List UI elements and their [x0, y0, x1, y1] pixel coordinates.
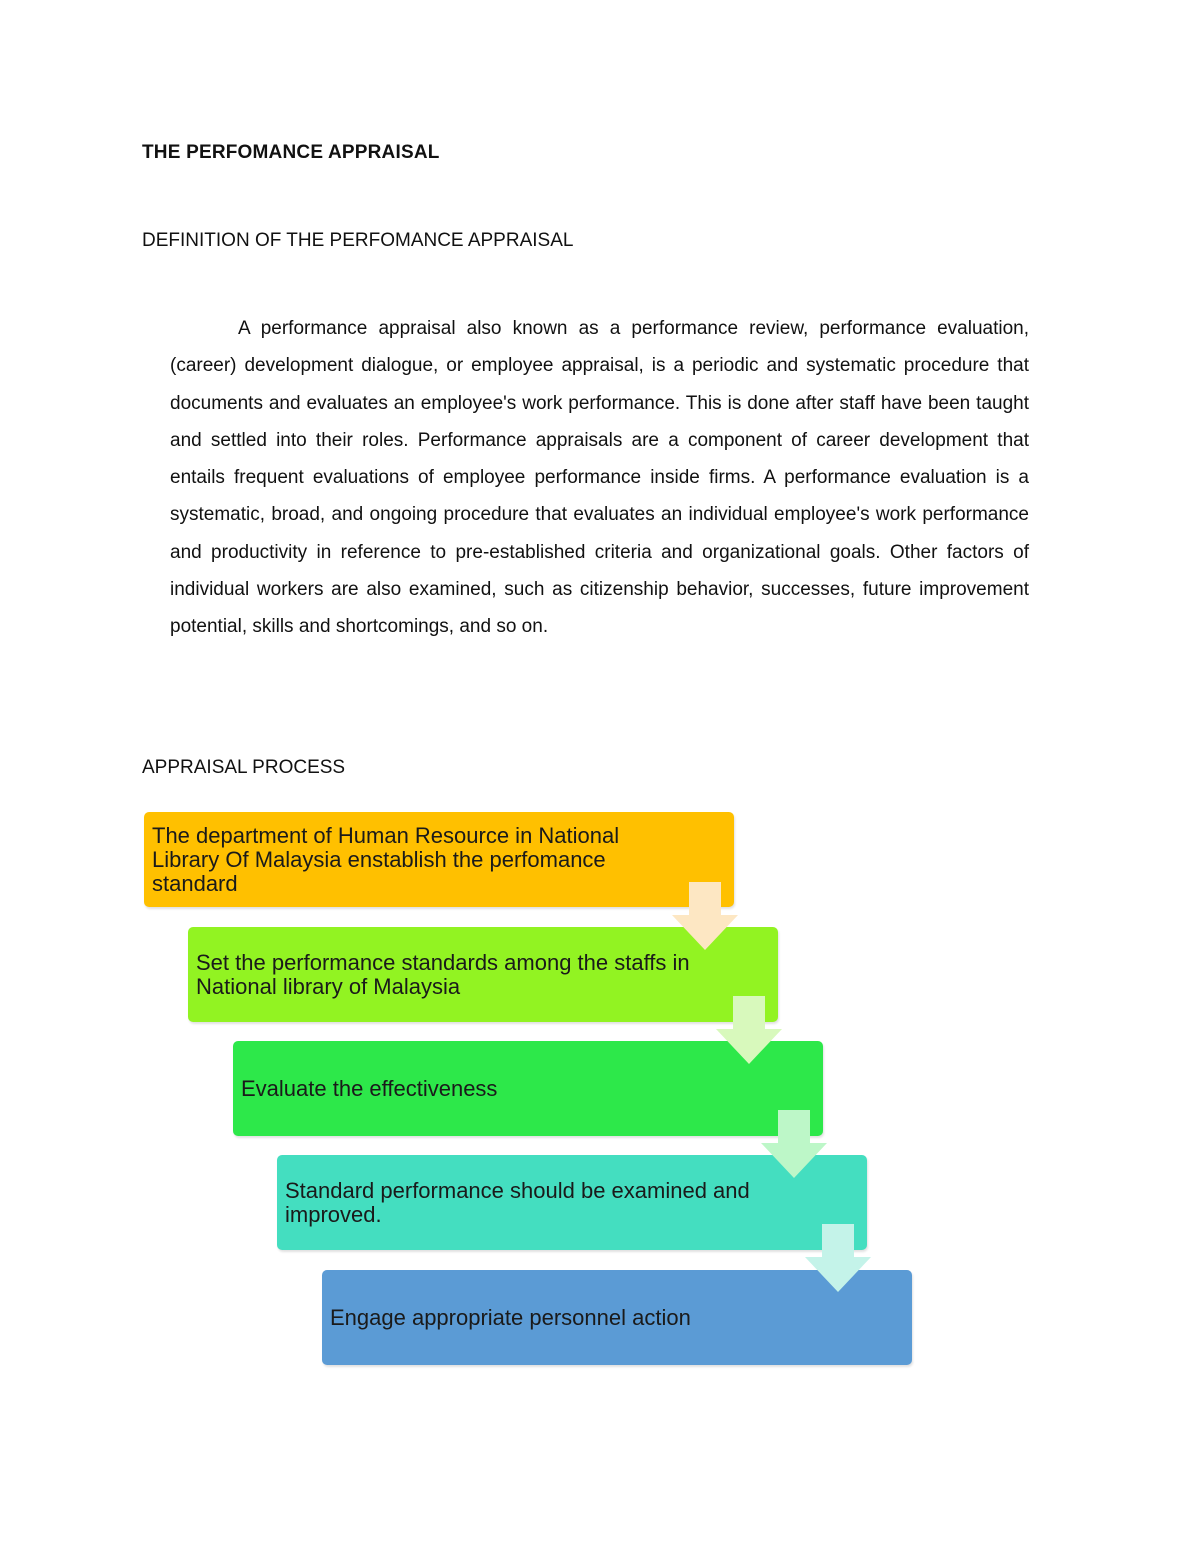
process-step-3-label: Evaluate the effectiveness: [241, 1075, 498, 1101]
definition-paragraph: A performance appraisal also known as a performance review, performance evaluation, (career) development dialogue, or employee appraisal, is a periodic and systematic procedure that documents and evaluates an employee's work performance. This is done after staff have been taught and settled into their roles. Performance appraisals are a component of career development that entails frequent evaluations of employee performance inside firms. A performance evaluation is a systematic, broad, and ongoing procedure that evaluates an individual employee's work performance and productivity in reference to pre-established criteria and organizational goals. Other factors of individual workers are also examined, such as citizenship behavior, successes, future improvement potential, skills and shortcomings, and so on.: [170, 318, 1029, 638]
down-arrow-icon: [670, 882, 740, 952]
process-step-3: [233, 1041, 823, 1136]
down-arrow-icon: [803, 1224, 873, 1294]
process-heading: APPRAISAL PROCESS: [142, 757, 346, 778]
process-step-1: [144, 812, 734, 907]
process-step-2-label: Set the performance standards among the staffs in National library of Malaysia: [196, 949, 690, 999]
process-step-4-label: Standard performance should be examined and improved.: [285, 1177, 750, 1227]
document-title: THE PERFOMANCE APPRAISAL: [142, 142, 440, 163]
process-step-2: [188, 927, 778, 1022]
process-step-4: [277, 1155, 867, 1250]
process-step-5-label: Engage appropriate personnel action: [330, 1304, 691, 1330]
down-arrow-icon: [714, 996, 784, 1066]
definition-heading: DEFINITION OF THE PERFOMANCE APPRAISAL: [142, 230, 574, 251]
process-step-1-label: The department of Human Resource in National Library Of Malaysia enstablish the perfomance standard: [152, 822, 620, 896]
process-step-5: [322, 1270, 912, 1365]
down-arrow-icon: [759, 1110, 829, 1180]
